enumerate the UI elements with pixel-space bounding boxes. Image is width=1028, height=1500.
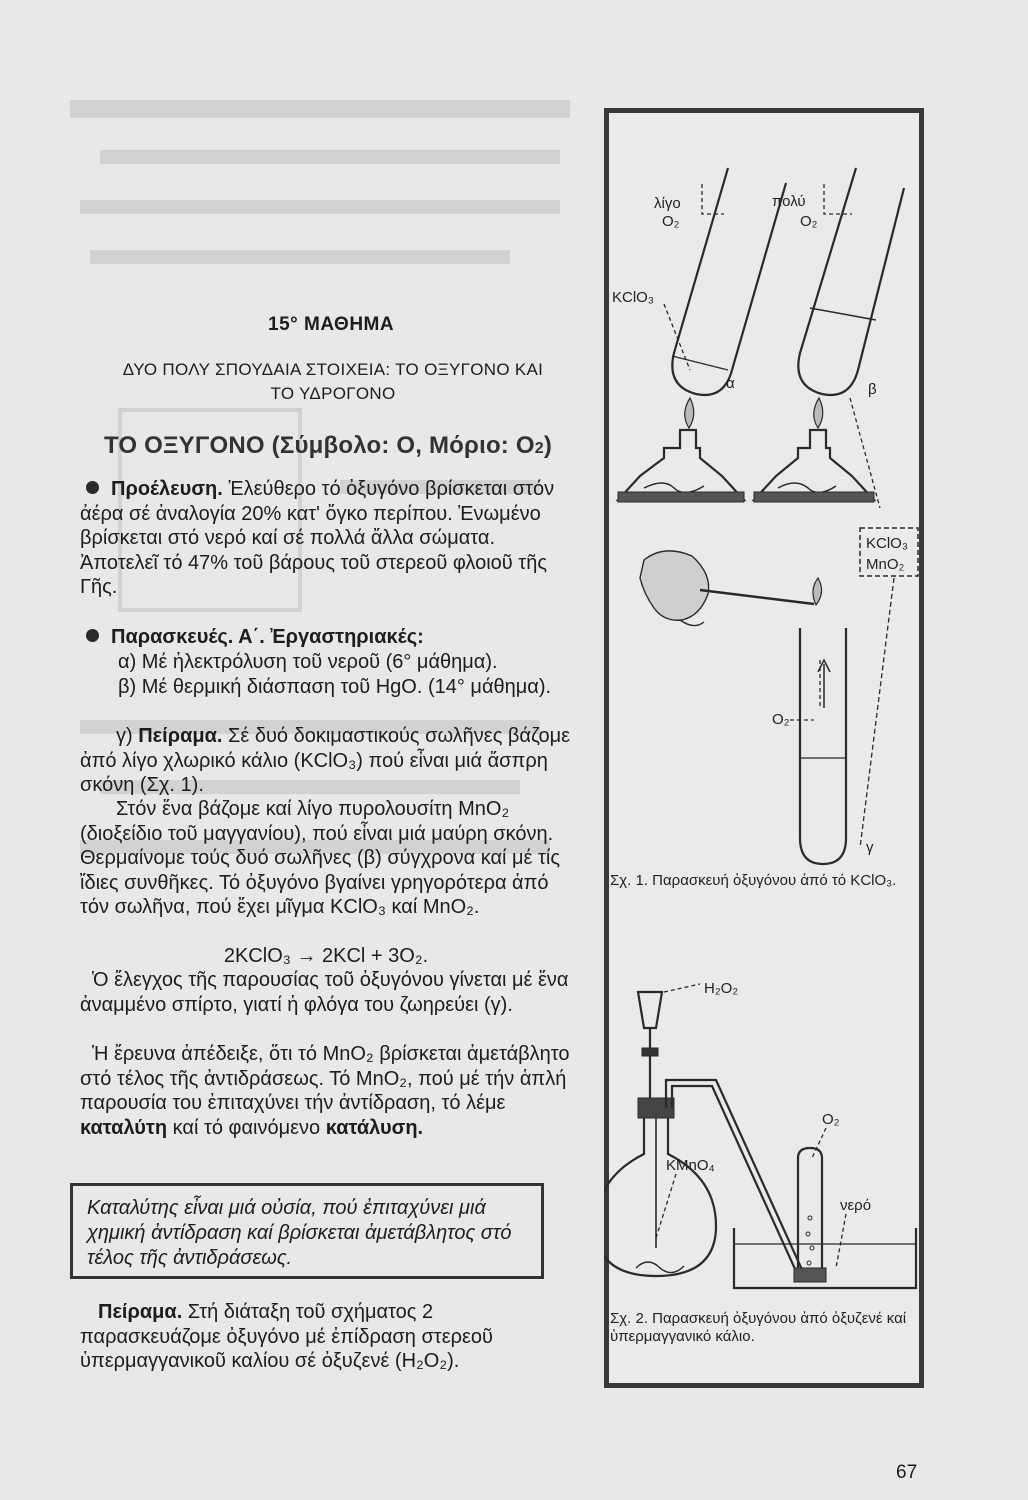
test-tube-beta [798,168,904,395]
box-label-kclo3: KClO₃ [866,535,908,552]
test-tube-alpha [672,168,786,395]
flame-beta [814,398,823,428]
bullet-icon [86,629,99,642]
label-little: λίγο [654,195,681,212]
experiment2-title: Πείραμα. [98,1301,183,1323]
section-heading [104,432,552,460]
reaction-equation: 2KClO₃ → 2KCl + 3O₂. [223,945,429,967]
research-text-1: Ἡ ἔρευνα ἀπέδειξε, ὅτι τό MnO₂ βρίσκεται ἀμετάβλητο στό τέλος τῆς ἀντιδράσεως. Τό MnO₂, πού μέ τήν ἁπλή παρουσία του ἐπιταχύνει τήν ἀντίδραση, τό λέμε [80,1043,570,1114]
bullet-icon [86,481,99,494]
origin-paragraph [80,477,572,600]
label-much: πολύ [772,193,806,210]
prep-item-b: β) Μέ θερμική διάσπαση τοῦ HgO. (14° μάθημα). [118,676,552,698]
box-label-mno2: MnO₂ [866,556,905,573]
figure-illustrations [604,108,924,1388]
lesson-subtitle [88,358,578,406]
test-tube-gamma [790,628,846,864]
collection-tube [794,1148,826,1282]
subtitle-line-2: ΤΟ ΥΔΡΟΓΟΝΟ [270,384,396,403]
figure2-caption: Σχ. 2. Παρασκευή ὀξυγόνου ἀπό ὀξυζενέ καί ὑπερμαγγανικό κάλιο. [610,1310,907,1345]
label-o2-beta: O₂ [800,213,818,230]
hand-with-match [640,551,822,626]
label-kmno4: KMnO₄ [666,1157,715,1174]
research-text-2: καί τό φαινόμενο [167,1116,326,1139]
heading-subscript: 2 [534,440,544,457]
prep-c-prefix: γ) [116,725,139,747]
definition-box: Καταλύτης εἶναι μιά οὐσία, πού ἐπιταχύνει μιά χημική ἀντίδραση καί βρίσκεται ἀμετάβλητος στό τέλος τῆς ἀντιδράσεως. [70,1183,544,1279]
prep-title: Παρασκευές. Α΄. Ἐργαστηριακές: [111,626,424,648]
heading-end: ) [543,432,553,459]
label-o2-alpha: O₂ [662,213,680,230]
burner-alpha [618,430,744,502]
lesson-number: 15° ΜΑΘΗΜΑ [268,314,395,335]
label-beta: β [868,381,877,398]
label-gamma: γ [866,839,874,856]
experiment2-text: Στή διάταξη τοῦ σχήματος 2 παρασκευάζομε ὀξυγόνο μέ ἐπίδραση στερεοῦ ὑπερμαγγανικοῦ καλίου σέ ὀξυζενέ (H₂O₂). [80,1301,493,1372]
prep-c-text: Σέ δυό δοκιμαστικούς σωλῆνες βάζομε ἀπό λίγο χλωρικό κάλιο (KClO₃) πού εἶναι μιά ἄσπρη σκόνη (Σχ. 1). [80,725,571,796]
prep-item-c [80,724,572,798]
label-o2-fig2: O₂ [822,1111,840,1128]
page-number: 67 [896,1462,918,1483]
figure1-caption: Σχ. 1. Παρασκευή ὀξυγόνου ἀπό τό KClO₃. [610,872,897,889]
delivery-tube [666,1080,816,1280]
prep-item-a: α) Μέ ἠλεκτρόλυση τοῦ νεροῦ (6° μάθημα). [118,651,498,673]
label-kclo3: KClO₃ [612,289,654,306]
origin-text: Ἐλεύθερο τό ὀξυγόνο βρίσκεται στόν ἀέρα σέ ἀναλογία 20% κατ' ὄγκο περίπου. Ἑνωμένο βρίσκεται στό νερό καί σέ πολλά ἄλλα σώματα. Ἀποτελεῖ τό 47% τοῦ βάρους τοῦ στερεοῦ φλοιοῦ τῆς Γῆς. [80,478,555,598]
label-alpha: α [726,375,735,392]
prep-c-text-2: Στόν ἕνα βάζομε καί λίγο πυρολουσίτη MnO₂ (διοξείδιο τοῦ μαγγανίου), πού εἶναι μιά μαύρη σκόνη. Θερμαίνομε τούς δυό σωλῆνες (β) σύγχρονα καί μέ τίς ἴδιες συνθῆκες. Τό ὀξυγόνο βγαίνει γρηγορότερα ἀπό τόν σωλῆνα, πού ἔχει μῖγμα KClO₃ καί MnO₂. [80,798,561,918]
flame-alpha [685,398,694,428]
label-h2o2: H₂O₂ [704,980,739,997]
label-water: νερό [840,1197,872,1214]
round-flask [604,1098,716,1284]
subtitle-line-1: ΔΥΟ ΠΟΛΥ ΣΠΟΥΔΑΙΑ ΣΤΟΙΧΕΙΑ: ΤΟ ΟΞΥΓΟΝΟ ΚΑΙ [122,360,544,379]
check-paragraph: Ὁ ἔλεγχος τῆς παρουσίας τοῦ ὀξυγόνου γίνεται μέ ἕνα ἀναμμένο σπίρτο, γιατί ἡ φλόγα του ζωηρεύει (γ). [80,969,569,1016]
term-catalyst: καταλύτη [80,1116,168,1139]
prep-title-line [80,625,572,650]
term-catalysis: κατάλυση. [325,1116,424,1139]
prep-c-title: Πείραμα. [138,725,223,747]
research-paragraph [80,1042,572,1140]
burner-beta [754,430,874,502]
label-o2-gamma: O₂ [772,711,790,728]
experiment2-paragraph [80,1300,572,1374]
origin-title: Προέλευση. [111,478,223,500]
heading-text: ΤΟ ΟΞΥΓΟΝΟ (Σύμβολο: Ο, Μόριο: Ο [104,432,535,459]
